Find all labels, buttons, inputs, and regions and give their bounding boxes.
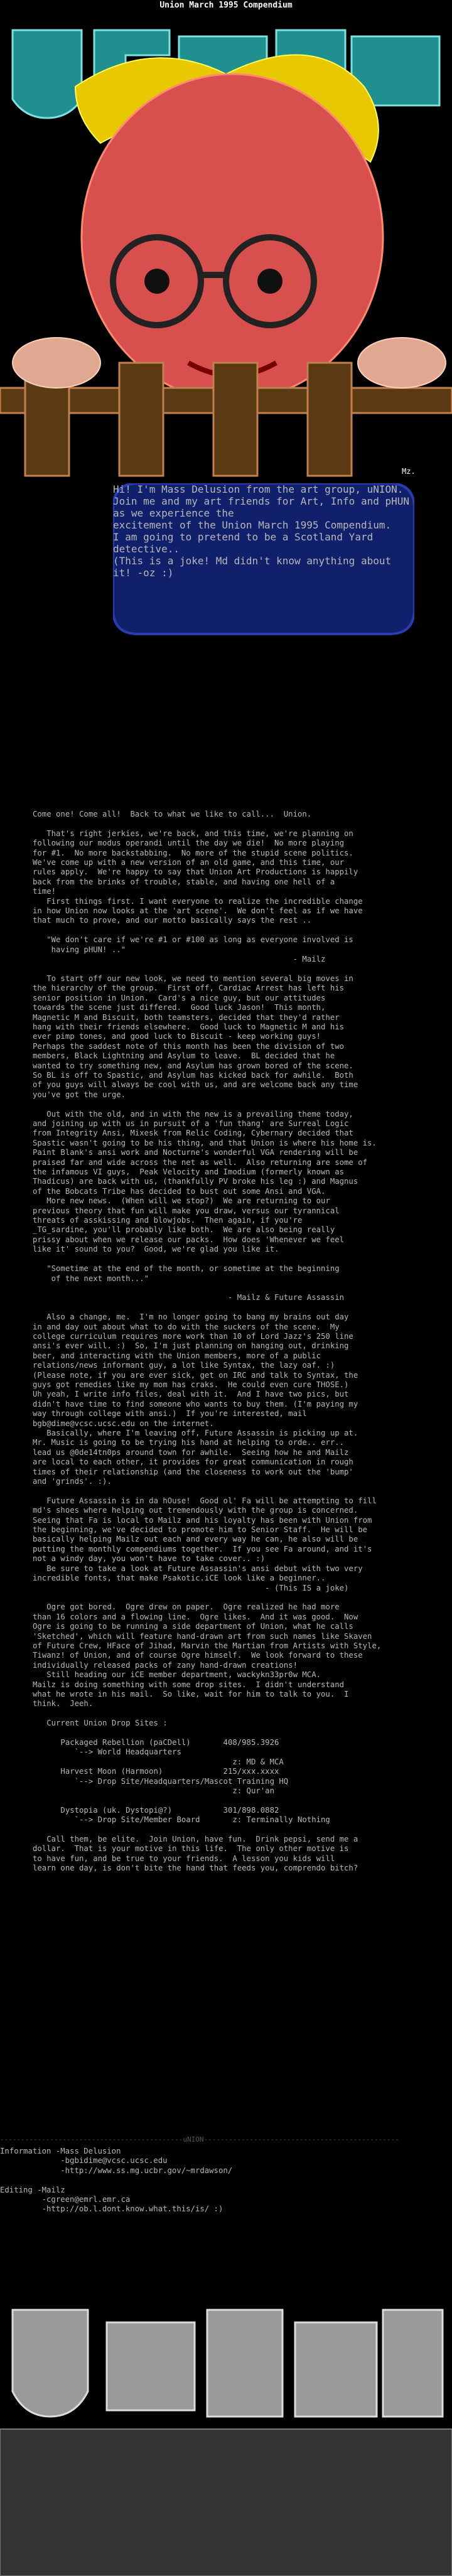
body-line: following our modus operandi until the day we die! No more playing — [33, 839, 345, 848]
body-line: praised far and wide across the net as well. Also returning are some of — [33, 1157, 368, 1167]
body-line: like it' sound to you? Good, we're glad you like it. — [33, 1245, 279, 1254]
body-line: threats of asskissing and blowjobs. Then again, if you're — [33, 1216, 303, 1225]
body-line: for #1. No more backstabbing. No more of the stupid scene politics. — [33, 848, 353, 857]
body-line: _TG_sardine, you'll probably like both. We are also being really — [33, 1225, 335, 1235]
body-line: previous theory that fun will make you draw, versus our tyrannical — [33, 1206, 340, 1215]
body-line: More new news. (When will we stop?) We are returning to our — [33, 1196, 330, 1206]
body-line: Also a change, me. I'm no longer going to bang my brains out day — [33, 1312, 349, 1322]
art-credit: Mz. — [402, 467, 416, 476]
footer-line: -cgreen@emrl.emr.ca — [0, 2195, 131, 2204]
body-line: ansi's ever will. :) So, I'm just planning on hanging out, drinking — [33, 1341, 349, 1351]
body-line: Basically, where I'm leaving off, Future Assassin is picking up at. — [33, 1429, 358, 1437]
body-line: dollar. That is your motive in this life. The only other motive is — [33, 1844, 349, 1854]
body-line: and joining up with us in pursuit of a 'fun thang' are Surreal Logic — [33, 1119, 349, 1128]
banner-line-3: excitement of the Union March 1995 Compendium. — [113, 519, 392, 531]
banner-line-1: Hi! I'm Mass Delusion from the art group, uNION. — [113, 483, 404, 495]
page-title: Union March 1995 Compendium — [159, 1, 293, 10]
body-line: time! — [33, 887, 56, 896]
body-line: So BL is off to Spastic, and Asylum has kicked back for awhile. Both — [33, 1070, 353, 1080]
banner-line-5: (This is a joke! Md didn't know anything about it! -oz :) — [113, 555, 392, 579]
body-line: That's right jerkies, we're back, and this time, we're planning on — [33, 829, 353, 838]
body-line: of the Bobcats Tribe has decided to bust out some Ansi and VGA. — [33, 1186, 326, 1196]
body-line: guys got remedies like my mom has craks. He could even cure THOSE.) — [33, 1380, 349, 1389]
body-line: basically helping Mailz out each and every way he can, he also will be — [33, 1535, 358, 1544]
body-line: prissy about when we release our packs. How does 'Whenever we feel — [33, 1235, 345, 1244]
body-line: are local to each other, it provides for great communication in rough — [33, 1457, 353, 1467]
body-line — [33, 1303, 422, 1312]
body-line: the hierarchy of the group. First off, Cardiac Arrest has left his — [33, 984, 345, 993]
body-line: think. Jeeh. — [33, 1699, 94, 1709]
body-line: `--> Drop Site/Headquarters/Mascot Training HQ — [33, 1776, 289, 1786]
footer-credits — [0, 2147, 452, 2214]
divider: --------------------------------------------uNION----------------------------------------------- — [0, 2135, 399, 2144]
body-line: `--> Drop Site/Member Board z: Terminally Nothing — [33, 1815, 330, 1825]
body-line: having pHUN! .." — [33, 945, 126, 954]
body-line: in and day out about what to do with the suckers of the scene. My — [33, 1322, 340, 1331]
body-line: didn't have time to find someone who wants to buy them. (I'm paying my — [33, 1399, 358, 1409]
body-line: - (This IS a joke) — [33, 1583, 349, 1592]
body-line: individually released packs of zany hand-drawn creations! — [33, 1660, 298, 1670]
body-line: Mailz is doing something with some drop sites. I didn't understand — [33, 1680, 345, 1689]
body-line: learn one day, is don't bite the hand that feeds you, comprendo bitch? — [33, 1864, 358, 1873]
body-line — [33, 1709, 422, 1719]
body-line: Mr. Music is going to be trying his hand at helping to orde.. err.. — [33, 1438, 345, 1447]
body-line: Seeing that Fa is local to Mailz and his loyalty has been with Union from — [33, 1515, 372, 1525]
body-line: Ogre is going to be running a side department of Union, what he calls — [33, 1622, 353, 1631]
body-line: wanted to try something new, and Asylum has grown bored of the scene. — [33, 1061, 353, 1070]
article-body — [33, 810, 422, 1874]
ansi-logo-art — [0, 11, 452, 483]
banner-line-4: I am going to pretend to be a Scotland Yard detective.. — [113, 531, 374, 555]
body-line: Future Assassin is in da hOuse! Good ol' Fa will be attempting to fill — [33, 1496, 377, 1505]
body-line: than 16 colors and a flowing line. Ogre likes. And it was good. Now — [33, 1612, 358, 1621]
body-line: senior position in Union. Card's a nice guy, but our attitudes — [33, 993, 326, 1002]
body-line: To start off our new look, we need to mention several big moves in — [33, 974, 353, 983]
body-line: Current Union Drop Sites : — [33, 1719, 168, 1728]
body-line: beer, and interacting with the Union members, more of a public — [33, 1351, 321, 1360]
body-line: the infamous VI guys, Peak Velocity and Imodium (formerly known as — [33, 1167, 345, 1177]
body-line: Spastic wasn't going to be his thing, and that Union is where his home is. — [33, 1138, 377, 1147]
body-line: way through college with ansi.) If you're interested, mail — [33, 1409, 307, 1419]
body-line: relations/news informant guy, a lot like Syntax, the lazy oaf. :) — [33, 1361, 335, 1370]
body-line: Perhaps the saddest note of this month has been the division of two — [33, 1041, 345, 1051]
body-line: - Mailz — [33, 955, 326, 964]
body-line: (Please note, if you are ever sick, get on IRC and talk to Syntax, the — [33, 1370, 358, 1380]
body-line: members, Black Lightning and Asylum to leave. BL decided that he — [33, 1051, 335, 1061]
body-line: and 'grinds'. :). — [33, 1477, 112, 1486]
body-line: ever pimp tones, and good luck to Biscuit - keep working guys! — [33, 1032, 321, 1041]
body-line — [33, 819, 422, 829]
body-line: Out with the old, and in with the new is a prevailing theme today, — [33, 1109, 353, 1119]
body-line — [33, 1593, 422, 1602]
body-line: you've got the urge. — [33, 1090, 126, 1099]
body-line: Be sure to take a look at Future Assassin's ansi debut with two very — [33, 1564, 363, 1573]
body-line: z: MD & MCA — [33, 1757, 284, 1766]
body-line: Still heading our iCE member department, wackykn33pr0w MCA. — [33, 1670, 321, 1680]
body-line: not a windy day, you won't have to take cover.. :) — [33, 1554, 266, 1564]
body-line: towards the scene just differed. Good luck Jason! This month, — [33, 1003, 326, 1012]
footer-line: Editing -Mailz — [0, 2185, 65, 2194]
body-line: in how Union now looks at the 'art scene'. We don't feel as if we have — [33, 906, 363, 916]
body-line — [33, 1100, 422, 1109]
body-line: hang with their friends elsewhere. Good luck to Magnetic M and his — [33, 1022, 345, 1031]
body-line — [33, 1486, 422, 1496]
footer-line: Information -Mass Delusion — [0, 2147, 121, 2155]
body-line: `--> World Headquarters — [33, 1747, 181, 1757]
body-line: to have fun, and be true to your friends. A lesson you kids will — [33, 1854, 335, 1863]
body-line: what he wrote in his mail. So like, wait for him to talk to you. I — [33, 1689, 349, 1699]
ansi-bottom-logo-art — [0, 2285, 452, 2576]
body-line: Dystopia (uk. Dystopi@?) 301/898.0882 — [33, 1805, 279, 1815]
footer-line: -http://ob.l.dont.know.what.this/is/ :) — [0, 2204, 223, 2214]
body-line: Ogre got bored. Ogre drew on paper. Ogre realized he had more — [33, 1602, 340, 1612]
footer-line: -http://www.ss.mg.ucbr.gov/~mrdawson/ — [0, 2165, 233, 2175]
body-line: - Mailz & Future Assassin — [33, 1293, 345, 1302]
body-line — [33, 1729, 422, 1738]
body-line: Packaged Rebellion (paCDell) 408/985.3926 — [33, 1738, 279, 1747]
body-line: that much to prove, and our motto basically says the rest .. — [33, 916, 312, 925]
body-line: Call them, be elite. Join Union, have fun. Drink pepsi, send me a — [33, 1835, 358, 1844]
body-line — [33, 965, 422, 974]
body-line: the beginning, we've decided to promote him to Senior Staff. He will be — [33, 1525, 368, 1535]
body-line: from Integrity Ansi, Mixesk from Relic Coding, Cybernary decided that — [33, 1129, 353, 1138]
body-line: back from the brinks of trouble, stable, and having one hell of a — [33, 877, 335, 886]
body-line: Thadicus) are back with us, (thankfully PV broke his leg :) and Magnus — [33, 1177, 358, 1186]
footer-line: -bgbidime@vcsc.ucsc.edu — [0, 2156, 168, 2165]
body-line: of you guys will always be cool with us, and are welcome back any time — [33, 1080, 358, 1090]
body-line: college curriculum requires more work than 10 of Lord Jazz's 250 line — [33, 1331, 353, 1341]
body-line: of the next month..." — [33, 1274, 149, 1283]
banner-line-2: Join me and my art friends for Art, Info and pHUN as we experience the — [113, 495, 410, 519]
body-line — [33, 1825, 422, 1835]
body-line: times of their relationship (and the closeness to work out the 'bump' — [33, 1467, 353, 1476]
body-line — [33, 1796, 422, 1805]
body-line: z: Qur'an — [33, 1786, 274, 1796]
body-line: bgb@dime@vcsc.ucsc.edu on the internet. — [33, 1419, 214, 1428]
footer-line — [0, 2176, 452, 2185]
body-line: We've come up with a new version of an old game, and this time, our — [33, 858, 345, 867]
body-line — [33, 1255, 422, 1264]
body-line: putting the monthly compendiums together. If you see Fa around, and it's — [33, 1544, 372, 1554]
body-line: First things first. I want everyone to realize the incredible change — [33, 896, 363, 906]
body-line: 'Sketched', which will feature hand-drawn art from such names like Skaven — [33, 1631, 372, 1641]
body-line: Come one! Come all! Back to what we like to call... Union. — [33, 810, 312, 818]
body-line: of Future Crew, HFace of Jihad, Marvin the Martian from Artists with Style, — [33, 1641, 382, 1650]
body-line: Paint Blank's ansi work and Nocturne's wonderful VGA rendering will be — [33, 1148, 358, 1157]
body-line: Magnetic M and Biscuit, both teamsters, decided that they'd rather — [33, 1012, 340, 1022]
body-line: incredible fonts, that make Psakotic.iCE look like a beginner.. — [33, 1574, 326, 1583]
body-line: lead us @0de14tn0ps around town for awhile. Seeing how he and Mailz — [33, 1447, 349, 1457]
body-line — [33, 1284, 422, 1293]
body-line: "Sometime at the end of the month, or sometime at the beginning — [33, 1264, 340, 1274]
body-line: "We don't care if we're #1 or #100 as long as everyone involved is — [33, 935, 353, 945]
body-line: md's shoes where helping out tremendously with the group is concerned. — [33, 1506, 358, 1515]
body-line: Tiwanz! of Union, and of course Ogre himself. We look forward to these — [33, 1651, 363, 1660]
body-line — [33, 926, 422, 935]
body-line: Uh yeah, I write info files, deal with it. And I have two pics, but — [33, 1390, 349, 1399]
body-line: Harvest Moon (Harmoon) 215/xxx.xxxx — [33, 1767, 279, 1776]
body-line: rules apply. We're happy to say that Union Art Productions is happily — [33, 867, 358, 877]
